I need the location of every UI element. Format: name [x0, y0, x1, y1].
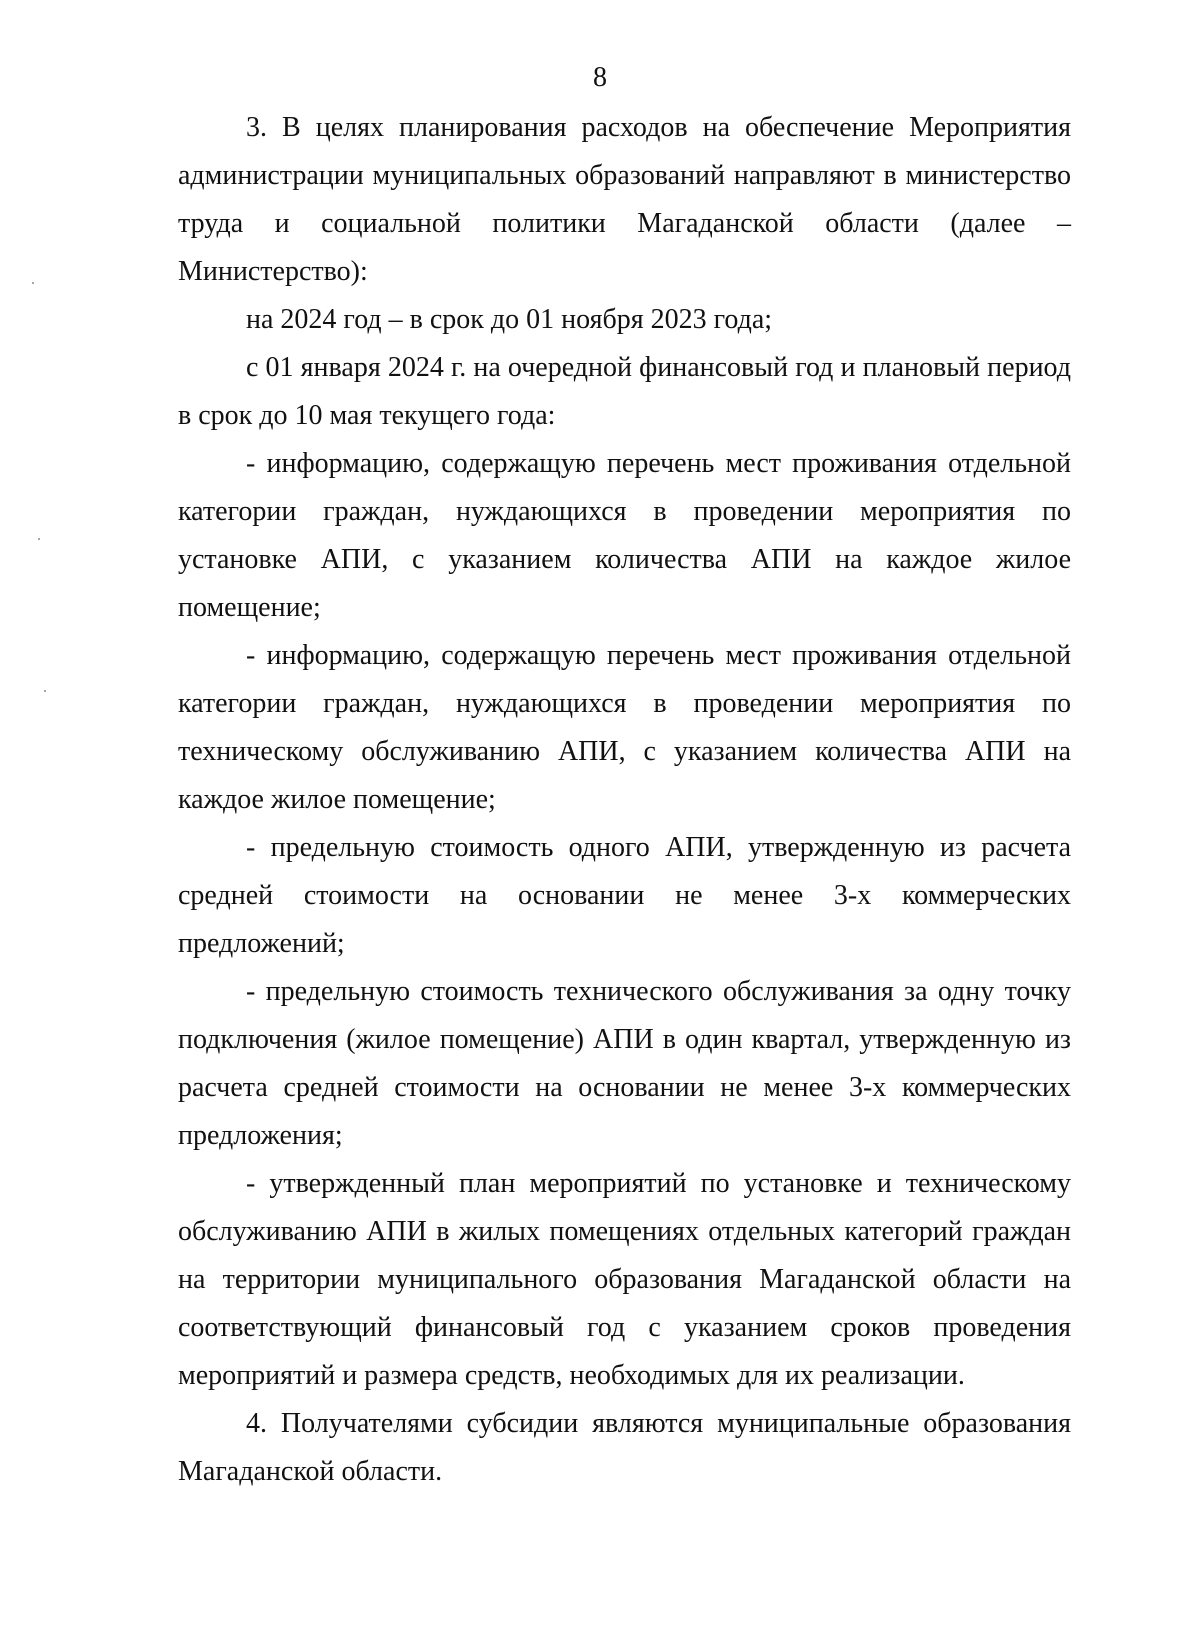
- list-item-action-plan: - утвержденный план мероприятий по установке и техническому обслуживанию АПИ в жилых помещениях отдельных категорий граждан на территории муниципального образования Магаданской области на соответствующий финансовый год с указанием сроков проведения мероприятий и размера средств, необходимых для их реализации.: [178, 1168, 1071, 1391]
- paragraph-item-4: 4. Получателями субсидии являются муниципальные образования Магаданской области.: [178, 1408, 1071, 1487]
- list-item-maintenance-cost: - предельную стоимость технического обслуживания за одну точку подключения (жилое помещение) АПИ в один квартал, утвержденную из расчета средней стоимости на основании не менее 3-х коммерческих предложения;: [178, 976, 1071, 1151]
- paragraph-deadline-2024: на 2024 год – в срок до 01 ноября 2023 года;: [246, 304, 773, 335]
- document-body: [178, 104, 1071, 1496]
- paragraph-deadline-annual: с 01 января 2024 г. на очередной финансовый год и плановый период в срок до 10 мая текущего года:: [178, 352, 1071, 431]
- list-item-installation-info: - информацию, содержащую перечень мест проживания отдельной категории граждан, нуждающихся в проведении мероприятия по установке АПИ, с указанием количества АПИ на каждое жилое помещение;: [178, 448, 1071, 623]
- page-number: 8: [593, 62, 607, 93]
- list-item-maintenance-info: - информацию, содержащую перечень мест проживания отдельной категории граждан, нуждающихся в проведении мероприятия по техническому обслуживанию АПИ, с указанием количества АПИ на каждое жилое помещение;: [178, 640, 1071, 815]
- scan-speck: [38, 538, 40, 540]
- scan-speck: [32, 282, 34, 284]
- scan-speck: [44, 690, 46, 692]
- list-item-device-cost: - предельную стоимость одного АПИ, утвержденную из расчета средней стоимости на основании не менее 3-х коммерческих предложений;: [178, 832, 1071, 959]
- paragraph-item-3: 3. В целях планирования расходов на обеспечение Мероприятия администрации муниципальных образований направляют в министерство труда и социальной политики Магаданской области (далее – Министерство):: [178, 112, 1071, 287]
